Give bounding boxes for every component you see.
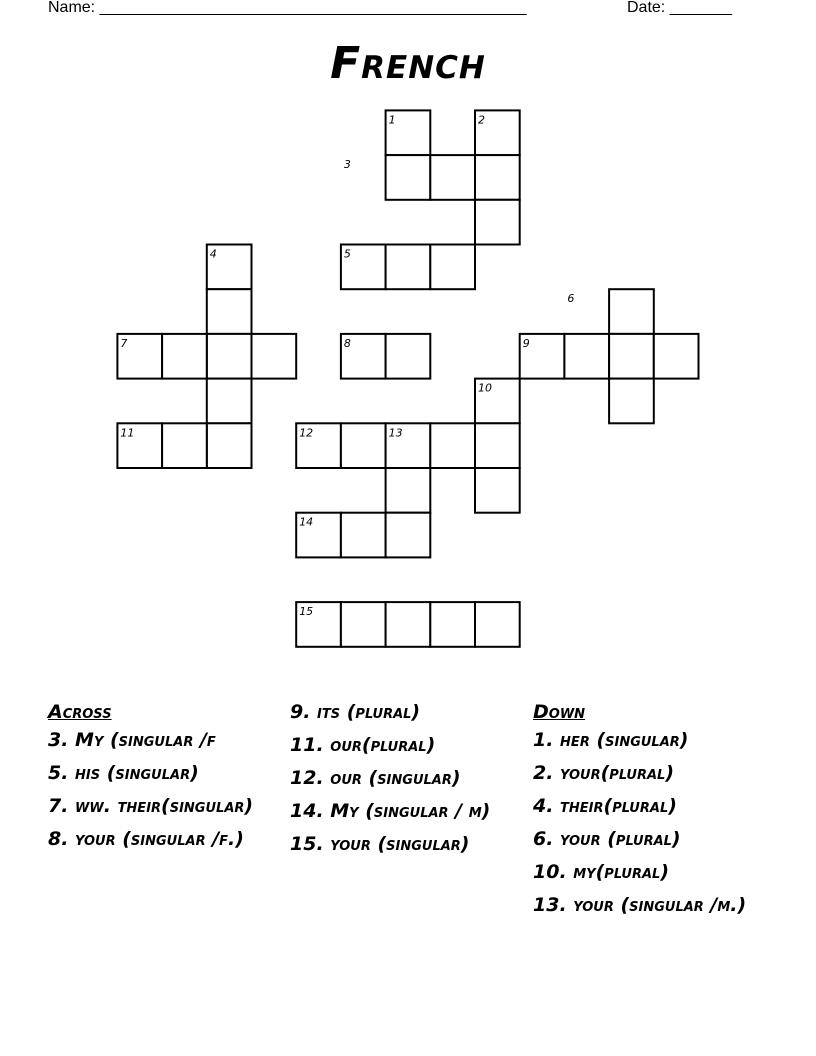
- clue-number: 10: [478, 381, 492, 395]
- grid-cell[interactable]: [341, 423, 386, 468]
- date-field-label[interactable]: Date: _______: [627, 0, 732, 16]
- grid-cell[interactable]: [252, 334, 297, 379]
- clue-across-8: 8. your (singular /f.): [48, 828, 244, 850]
- clue-down-2: 2. your(plural): [533, 762, 674, 784]
- puzzle-title: French: [330, 38, 486, 89]
- clues-column-3: [533, 700, 768, 926]
- clue-across-12: 12. our (singular): [290, 767, 461, 789]
- grid-cell[interactable]: [430, 423, 475, 468]
- grid-cell[interactable]: [386, 334, 431, 379]
- clue-across-11: 11. our(plural): [290, 734, 436, 756]
- grid-cell[interactable]: [564, 334, 609, 379]
- clue-number: 1: [388, 113, 396, 127]
- clue-across-5: 5. his (singular): [48, 762, 199, 784]
- clue-across-3: 3. My (singular /f: [48, 729, 216, 751]
- clue-down-4: 4. their(plural): [533, 795, 677, 817]
- grid-cell[interactable]: [475, 423, 520, 468]
- clue-number: 6: [567, 292, 575, 306]
- grid-cell[interactable]: [430, 245, 475, 290]
- clue-number: 12: [299, 426, 314, 440]
- clue-down-1: 1. her (singular): [533, 729, 689, 751]
- grid-cell[interactable]: [475, 468, 520, 513]
- clue-number: 5: [343, 247, 351, 261]
- clues-column-2: [290, 700, 515, 865]
- grid-cell[interactable]: [430, 602, 475, 647]
- grid-cell[interactable]: [386, 602, 431, 647]
- grid-cell[interactable]: [475, 602, 520, 647]
- grid-cell[interactable]: [386, 513, 431, 558]
- grid-cell[interactable]: [207, 379, 252, 424]
- clue-across-15: 15. your (singular): [290, 833, 470, 855]
- grid-cell[interactable]: [475, 200, 520, 245]
- clue-number: 3: [343, 158, 351, 172]
- grid-cell[interactable]: [162, 334, 207, 379]
- clue-number: 15: [299, 605, 314, 619]
- clue-down-10: 10. my(plural): [533, 861, 670, 883]
- name-field-label[interactable]: Name: ________________________________________________: [48, 0, 527, 16]
- grid-cell[interactable]: [386, 468, 431, 513]
- clue-down-6: 6. your (plural): [533, 828, 681, 850]
- clues-column-1: [48, 700, 268, 860]
- clue-number: 9: [522, 336, 530, 350]
- grid-cell[interactable]: [386, 155, 431, 200]
- grid-cell[interactable]: [207, 289, 252, 334]
- grid-cell[interactable]: [609, 289, 654, 334]
- grid-cell[interactable]: [654, 334, 699, 379]
- clue-number: 2: [478, 113, 485, 127]
- grid-cell[interactable]: [430, 155, 475, 200]
- grid-cell[interactable]: [609, 334, 654, 379]
- grid-cell[interactable]: [341, 602, 386, 647]
- grid-cell[interactable]: [386, 245, 431, 290]
- grid-cell[interactable]: [162, 423, 207, 468]
- grid-cell[interactable]: [609, 379, 654, 424]
- clue-across-9: 9. its (plural): [290, 701, 421, 723]
- clue-number: 8: [343, 336, 351, 350]
- clue-number: 7: [120, 336, 128, 350]
- grid-cell[interactable]: [207, 334, 252, 379]
- grid-cell[interactable]: [475, 155, 520, 200]
- clue-number: 4: [209, 247, 217, 261]
- down-heading: Down: [533, 701, 586, 723]
- clue-across-7: 7. ww. their(singular): [48, 795, 254, 817]
- clue-number: 14: [299, 515, 314, 529]
- clue-down-13: 13. your (singular /m.): [533, 894, 747, 916]
- grid-cell[interactable]: [341, 513, 386, 558]
- grid-cell[interactable]: [207, 423, 252, 468]
- clue-number: 11: [120, 426, 135, 440]
- clue-number: 13: [388, 426, 403, 440]
- clue-across-14: 14. My (singular / m): [290, 800, 491, 822]
- across-heading: Across: [48, 701, 112, 723]
